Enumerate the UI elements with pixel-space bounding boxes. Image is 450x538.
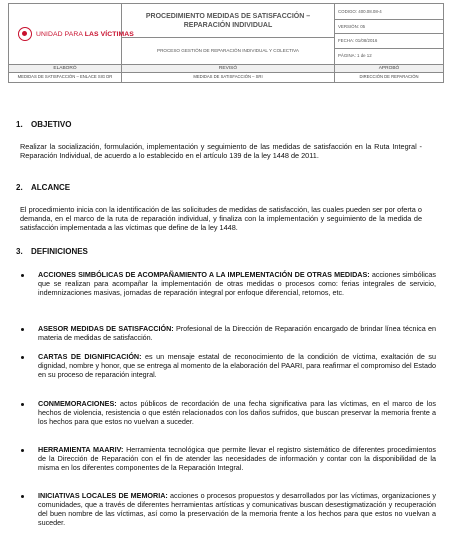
definition-item: INICIATIVAS LOCALES DE MEMORIA: acciones o procesos propuestos y desarrollados por las víctimas, organizaciones y comunidades, que a través de diferentes herramientas artísticas y comunicativas buscan desestigmatización y recuperación del buen nombre de las víctimas, así como la preservación de la memoria frente a los hechos para que estos no vuelvan a suceder. [38,491,436,528]
bullet-icon [21,274,24,277]
document-page: UNIDAD PARA LAS VÍCTIMAS PROCEDIMIENTO MEDIDAS DE SATISFACCIÓN – REPARACIÓN INDIVIDUAL PROCESO GESTIÓN DE REPARACIÓN INDIVIDUAL Y COLECTIVA CODIGO: 400.08.08-4 VERSIÓN: 05 FECHA: 01/08/2016 PÁGINA: 1 de 12 ELABORÓ REVISÓ APROBÓ MEDIDAS DE SATISFACCIÓN – ENLACE SIG DR MEDIDAS DE SATISFACCIÓN – SRI DIRECCIÓN DE REPARACIÓN 1. OBJETIVO Realizar la socialización, formulación, implementación y seguimiento de las medidas de satisfacción en la Ruta Integral - Reparación Individual, de acuerdo a lo establecido en el artículo 139 de la ley 1448 de 2011. 2. ALCANCE El procedimiento inicia con la identificación de las solicitudes de medidas de satisfacción, las cuales pueden ser por oferta o demanda, en el marco de la ruta de reparación individual, y finaliza con la implementación y seguimiento de la medida de satisfacción implementada a las víctimas que define de la ley 1448. 3. DEFINICIONES ACCIONES SIMBÓLICAS DE ACOMPAÑAMIENTO A LA IMPLEMENTACIÓN DE OTRAS MEDIDAS: acciones simbólicas que se realizan para acompañar la implementación de otras medidas o procesos como: ferias integrales de servicio, indemnizaciones masivas, jornadas de reparación integral por enfoque diferencial, retornos, etc. ASESOR MEDIDAS DE SATISFACCIÓN: Profesional de la Dirección de Reparación encargado de brindar línea técnica en materia de medidas de satisfacción. CARTAS DE DIGNIFICACIÓN: es un mensaje estatal de reconocimiento de la condición de víctima, exaltación de su dignidad, nombre y honor, que se entrega al momento de la elaboración del PAARI, para reafirmar el compromiso del Estado en su proceso de reparación integral. CONMEMORACIONES: actos públicos de recordación de una fecha significativa para las víctimas, en el marco de los hechos de violencia, resistencia o que estén relacionados con los daños sufridos, que buscan preservar la memoria frente a los hechos para que estos no vuelvan a suceder. HERRAMIENTA MAARIV: Herramienta tecnológica que permite llevar el registro sistemático de diferentes procedimientos de la Dirección de Reparación con el fin de atender las necesidades de información y contar con la disponibilidad de la misma en los diferentes componentes de la Reparación Integral. INICIATIVAS LOCALES DE MEMORIA: acciones o procesos propuestos y desarrollados por las víctimas, organizaciones y comunidades, que a través de diferentes herramientas artísticas y comunicativas buscan desestigmatización y recuperación del buen nombre de las víctimas, así como la preservación de la memoria frente a los hechos para que estos no vuelvan a suceder. [0,0,450,538]
col-value-reviso: MEDIDAS DE SATISFACCIÓN – SRI [122,73,335,83]
col-header-elaboro: ELABORÓ [9,65,122,73]
doc-version: VERSIÓN: 05 [335,20,443,35]
document-header [8,3,444,83]
section-text-alcance: El procedimiento inicia con la identificación de las solicitudes de medidas de satisfacción, las cuales pueden ser por oferta o demanda, en el marco de la ruta de reparación individual, y finaliza con la implementación y seguimiento de la medida de satisfacción implementada a las víctimas que define de la ley 1448. [20,205,422,233]
doc-page: PÁGINA: 1 de 12 [338,52,372,58]
doc-date: FECHA: 01/08/2016 [335,34,443,49]
definition-item: HERRAMIENTA MAARIV: Herramienta tecnológica que permite llevar el registro sistemático de diferentes procedimientos de la Dirección de Reparación con el fin de atender las necesidades de información y contar con la disponibilidad de la misma en los diferentes componentes de la Reparación Integral. [38,445,436,473]
col-header-reviso: REVISÓ [122,65,335,73]
col-header-aprobo: APROBÓ [335,65,444,73]
bullet-icon [21,356,24,359]
doc-code: CODIGO: 400.08.08-4 [335,5,443,20]
bullet-icon [21,449,24,452]
col-value-aprobo: DIRECCIÓN DE REPARACIÓN [335,73,444,83]
process-name: PROCESO GESTIÓN DE REPARACIÓN INDIVIDUAL Y COLECTIVA [157,48,299,53]
definition-item: ACCIONES SIMBÓLICAS DE ACOMPAÑAMIENTO A LA IMPLEMENTACIÓN DE OTRAS MEDIDAS: acciones simbólicas que se realizan para acompañar la implementación de otras medidas o procesos como: ferias integrales de servicio, indemnizaciones masivas, jornadas de reparación integral por enfoque diferencial, retornos, etc. [38,270,436,298]
document-title: PROCEDIMIENTO MEDIDAS DE SATISFACCIÓN – REPARACIÓN INDIVIDUAL [122,5,334,38]
definition-item: CONMEMORACIONES: actos públicos de recordación de una fecha significativa para las víctimas, en el marco de los hechos de violencia, resistencia o que estén relacionados con los daños sufridos, que buscan preservar la memoria frente a los hechos para que estos no vuelvan a suceder. [38,399,436,427]
logo-text: UNIDAD PARA LAS VÍCTIMAS [36,30,134,38]
definition-item: ASESOR MEDIDAS DE SATISFACCIÓN: Profesional de la Dirección de Reparación encargado de brindar línea técnica en materia de medidas de satisfacción. [38,324,437,343]
meta-cell [335,4,444,65]
bullet-icon [21,403,24,406]
title-cell [122,4,335,65]
definition-item: CARTAS DE DIGNIFICACIÓN: es un mensaje estatal de reconocimiento de la condición de víctima, exaltación de su dignidad, nombre y honor, que se entrega al momento de la elaboración del PAARI, para reafirmar el compromiso del Estado en su proceso de reparación integral. [38,352,436,380]
seal-icon [18,27,32,41]
bullet-icon [21,328,24,331]
bullet-icon [21,495,24,498]
logo-cell [9,4,134,65]
col-value-elaboro: MEDIDAS DE SATISFACCIÓN – ENLACE SIG DR [9,73,122,83]
section-text-objetivo: Realizar la socialización, formulación, implementación y seguimiento de las medidas de satisfacción en la Ruta Integral - Reparación Individual, de acuerdo a lo establecido en el artículo 139 de la ley 1448 de 2011. [20,142,422,161]
